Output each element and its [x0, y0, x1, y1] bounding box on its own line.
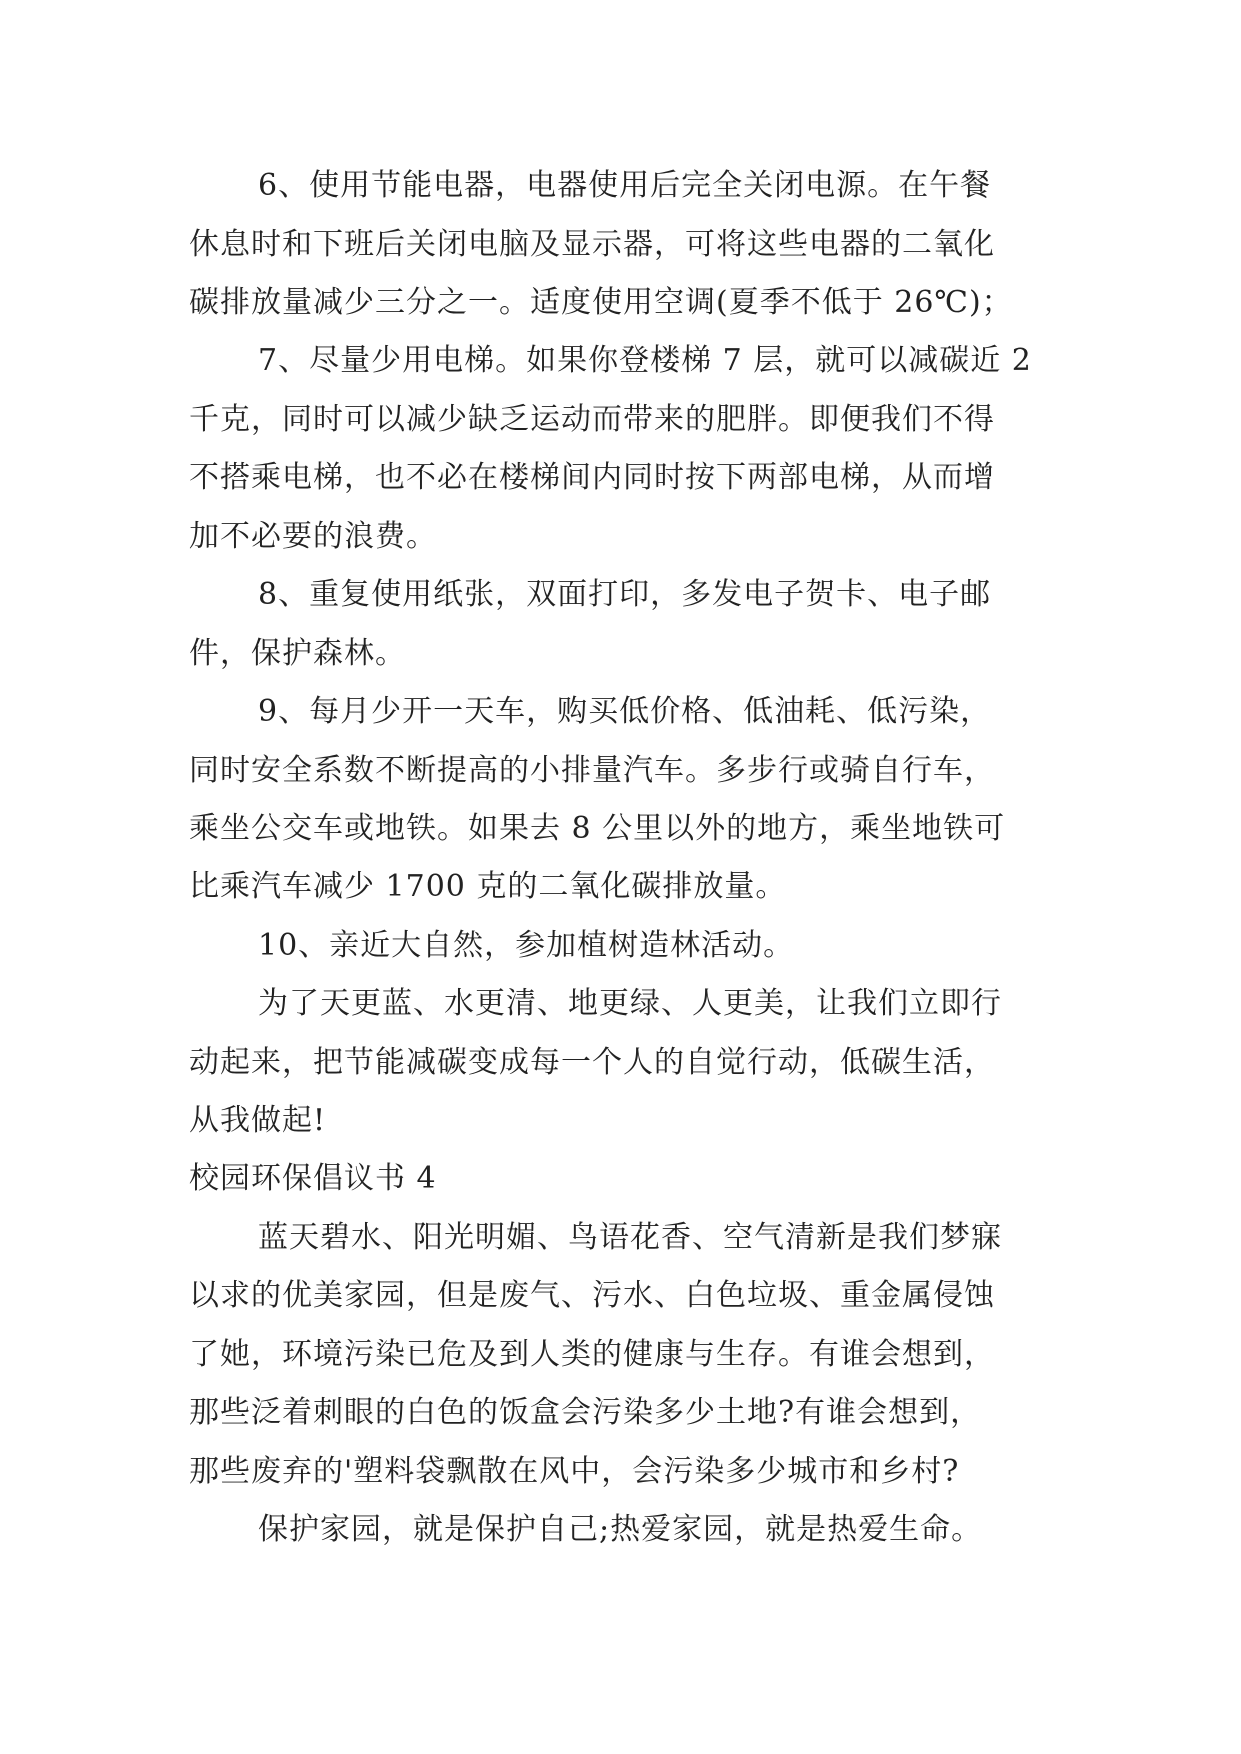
paragraph-line: 千克，同时可以减少缺乏运动而带来的肥胖。即便我们不得 — [189, 402, 995, 437]
paragraph-line: 8、重复使用纸张，双面打印，多发电子贺卡、电子邮 — [258, 577, 992, 612]
paragraph-line: 不搭乘电梯，也不必在楼梯间内同时按下两部电梯，从而增 — [189, 460, 995, 495]
paragraph-line: 乘坐公交车或地铁。如果去 8 公里以外的地方，乘坐地铁可 — [189, 811, 1006, 846]
paragraph-line: 件，保护森林。 — [189, 636, 406, 671]
paragraph-line: 为了天更蓝、水更清、地更绿、人更美，让我们立即行 — [258, 986, 1002, 1021]
paragraph-line: 蓝天碧水、阳光明媚、鸟语花香、空气清新是我们梦寐 — [258, 1220, 1002, 1255]
paragraph-line: 7、尽量少用电梯。如果你登楼梯 7 层，就可以减碳近 2 — [258, 343, 1032, 378]
paragraph-line: 以求的优美家园，但是废气、污水、白色垃圾、重金属侵蚀 — [189, 1278, 995, 1313]
paragraph-line: 加不必要的浪费。 — [189, 519, 437, 554]
paragraph-line: 休息时和下班后关闭电脑及显示器，可将这些电器的二氧化 — [189, 227, 995, 262]
paragraph-line: 比乘汽车减少 1700 克的二氧化碳排放量。 — [189, 869, 787, 904]
paragraph-line: 那些废弃的'塑料袋飘散在风中，会污染多少城市和乡村? — [189, 1454, 960, 1489]
paragraph-line: 9、每月少开一天车，购买低价格、低油耗、低污染， — [258, 694, 992, 729]
paragraph-line: 保护家园，就是保护自己;热爱家园，就是热爱生命。 — [258, 1512, 983, 1547]
paragraph-line: 动起来，把节能减碳变成每一个人的自觉行动，低碳生活， — [189, 1045, 995, 1080]
paragraph-line: 10、亲近大自然，参加植树造林活动。 — [258, 928, 795, 963]
section-heading: 校园环保倡议书 4 — [189, 1161, 437, 1196]
paragraph-line: 那些泛着刺眼的白色的饭盒会污染多少土地?有谁会想到， — [189, 1395, 982, 1430]
paragraph-line: 碳排放量减少三分之一。适度使用空调(夏季不低于 26℃)； — [189, 285, 1013, 320]
paragraph-line: 从我做起! — [189, 1103, 327, 1138]
paragraph-line: 同时安全系数不断提高的小排量汽车。多步行或骑自行车， — [189, 753, 995, 788]
paragraph-line: 了她，环境污染已危及到人类的健康与生存。有谁会想到， — [189, 1337, 995, 1372]
paragraph-line: 6、使用节能电器，电器使用后完全关闭电源。在午餐 — [258, 168, 992, 203]
